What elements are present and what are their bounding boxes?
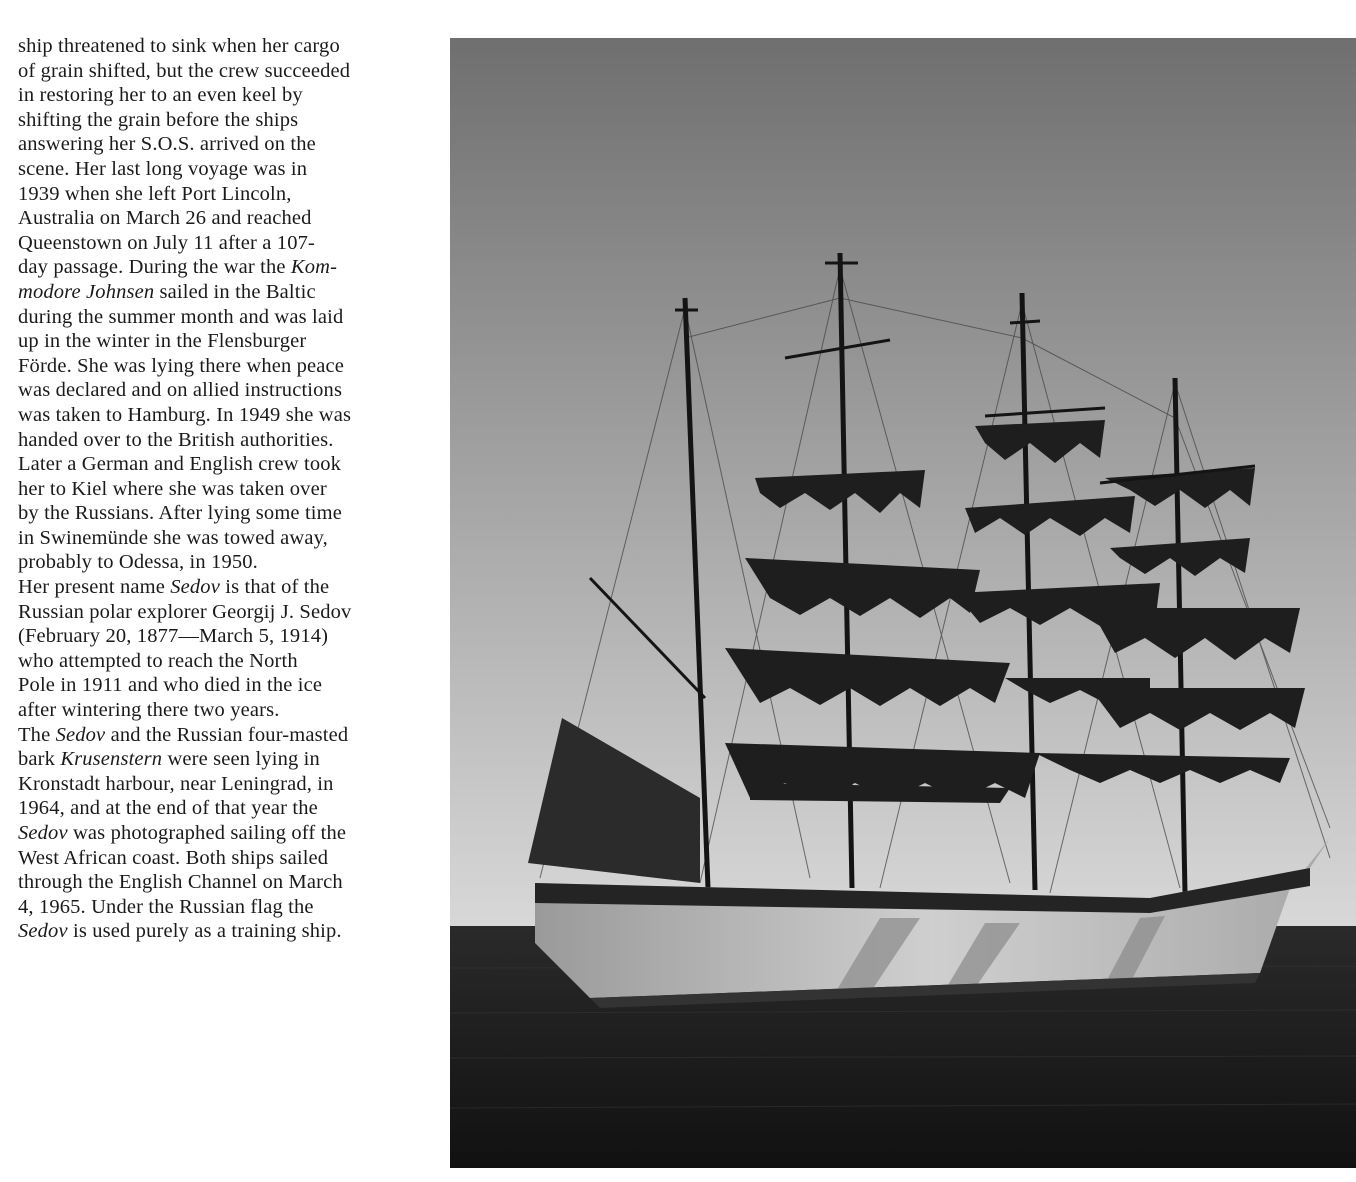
text-line [18, 59, 438, 84]
italic-text: Krusenstern [60, 748, 163, 771]
line-text: day passage. During the war the [18, 256, 291, 279]
line-text: probably to Odessa, in 1950. [18, 551, 258, 574]
line-text: scene. Her last long voyage was in [18, 157, 308, 180]
text-line [18, 870, 438, 895]
text-line [18, 108, 438, 133]
text-line [18, 329, 438, 354]
text-line [18, 895, 438, 920]
line-text: West African coast. Both ships sailed [18, 846, 329, 869]
line-text: in restoring her to an even keel by [18, 84, 303, 107]
text-line [18, 698, 438, 723]
italic-text: Sedov [55, 723, 106, 746]
line-text: was declared and on allied instructions [18, 379, 343, 402]
text-line [18, 305, 438, 330]
italic-text: Sedov [18, 920, 68, 943]
line-text: was taken to Hamburg. In 1949 she was [18, 403, 352, 426]
line-text: her to Kiel where she was taken over [18, 477, 327, 500]
text-line [18, 919, 438, 944]
italic-text: Sedov [170, 576, 220, 599]
line-text: through the English Channel on March [18, 871, 343, 894]
text-line [18, 772, 438, 797]
text-line [18, 796, 438, 821]
line-text: of grain shifted, but the crew succeeded [18, 59, 351, 82]
sailing-ship-image [450, 38, 1356, 1168]
text-line [18, 649, 438, 674]
text-line [18, 378, 438, 403]
line-text: after wintering there two years. [18, 699, 280, 722]
line-text: and the Russian four-masted [105, 723, 349, 746]
text-line [18, 231, 438, 256]
text-line [18, 550, 438, 575]
italic-text: Sedov [18, 822, 68, 844]
line-text: is used purely as a training ship. [67, 920, 342, 943]
line-text: is that of the [219, 576, 330, 599]
article-text [18, 34, 438, 944]
line-text: during the summer month and was laid [18, 305, 344, 328]
line-text: Kronstadt harbour, near Leningrad, in [18, 772, 334, 795]
text-line [18, 723, 438, 748]
line-text: ship threatened to sink when her cargo [18, 35, 340, 57]
italic-text: Kom- [290, 256, 338, 279]
text-line [18, 157, 438, 182]
line-text: The [18, 723, 56, 746]
line-text: (February 20, 1877—March 5, 1914) [18, 625, 329, 648]
text-line [18, 526, 438, 551]
line-text: up in the winter in the Flensburger [18, 330, 307, 353]
text-line [18, 477, 438, 502]
line-text: Australia on March 26 and reached [18, 207, 312, 230]
text-line [18, 624, 438, 649]
line-text: Pole in 1911 and who died in the ice [18, 674, 323, 697]
line-text: Later a German and English crew took [18, 453, 342, 476]
text-line [18, 83, 438, 108]
text-line [18, 182, 438, 207]
line-text: 1964, and at the end of that year the [18, 797, 318, 820]
line-text: who attempted to reach the North [18, 649, 298, 672]
line-text: answering her S.O.S. arrived on the [18, 133, 316, 156]
text-line [18, 501, 438, 526]
line-text: 4, 1965. Under the Russian flag the [18, 895, 314, 918]
line-text: were seen lying in [162, 748, 320, 771]
line-text: by the Russians. After lying some time [18, 502, 342, 525]
line-text: Russian polar explorer Georgij J. Sedov [18, 600, 352, 623]
text-line [18, 821, 438, 846]
line-text: Her present name [18, 576, 171, 599]
line-text: was photographed sailing off the [67, 822, 347, 844]
line-text: sailed in the Baltic [154, 280, 316, 303]
text-line [18, 428, 438, 453]
line-text: bark [18, 748, 61, 771]
italic-text: modore Johnsen [18, 280, 155, 303]
text-line [18, 206, 438, 231]
text-line [18, 34, 438, 59]
text-line [18, 452, 438, 477]
line-text: handed over to the British authorities. [18, 428, 334, 451]
text-line [18, 255, 438, 280]
line-text: shifting the grain before the ships [18, 108, 299, 131]
text-line [18, 747, 438, 772]
line-text: 1939 when she left Port Lincoln, [18, 182, 292, 205]
text-line [18, 132, 438, 157]
text-line [18, 846, 438, 871]
line-text: Queenstown on July 11 after a 107- [18, 231, 315, 254]
line-text: in Swinemünde she was towed away, [18, 526, 328, 549]
text-line [18, 354, 438, 379]
ship-photograph [450, 38, 1356, 1168]
text-line [18, 673, 438, 698]
text-line [18, 600, 438, 625]
text-line [18, 403, 438, 428]
text-line [18, 575, 438, 600]
line-text: Förde. She was lying there when peace [18, 354, 345, 377]
text-line [18, 280, 438, 305]
